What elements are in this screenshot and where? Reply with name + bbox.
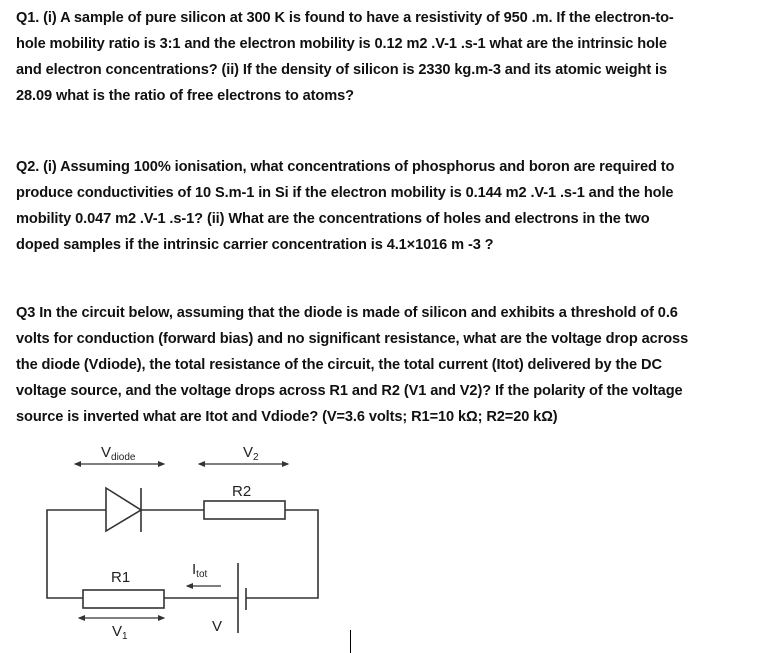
q3-line: source is inverted what are Itot and Vdiode? (V=3.6 volts; R1=10 kΩ; R2=20 kΩ) <box>16 409 558 425</box>
q1-line: and electron concentrations? (ii) If the density of silicon is 2330 kg.m-3 and its atomic weight is <box>16 62 668 78</box>
r2-label: R2 <box>232 483 252 500</box>
q3-line: the diode (Vdiode), the total resistance of the circuit, the total current (Itot) delivered by the DC <box>16 357 662 373</box>
question-3 <box>16 300 688 430</box>
circuit-diagram <box>0 430 400 653</box>
q2-line: produce conductivities of 10 S.m-1 in Si if the electron mobility is 0.144 m2 .V-1 .s-1 and the hole <box>16 185 674 201</box>
v1-label: $V_1$ <box>112 623 128 642</box>
battery-symbol <box>238 563 246 633</box>
q3-line: voltage source, and the voltage drops across R1 and R2 (V1 and V2)? If the polarity of the voltage <box>16 383 683 399</box>
text-cursor <box>350 630 351 653</box>
q3-line: volts for conduction (forward bias) and no significant resistance, what are the voltage drop across <box>16 331 689 347</box>
vdiode-label: $V_{diode}$ <box>101 444 136 463</box>
question-2 <box>16 154 674 258</box>
q2-line: mobility 0.047 m2 .V-1 .s-1? (ii) What are the concentrations of holes and electrons in the two <box>16 211 650 227</box>
wire <box>47 510 318 598</box>
v-label: V <box>212 618 223 635</box>
q1-line: Q1. (i) A sample of pure silicon at 300 K is found to have a resistivity of 950 .m. If the electron-to- <box>16 10 674 26</box>
q2-line: doped samples if the intrinsic carrier concentration is 4.1×1016 m -3 ? <box>16 237 494 253</box>
diode-symbol <box>106 488 141 532</box>
q2-line: Q2. (i) Assuming 100% ionisation, what concentrations of phosphorus and boron are required to <box>16 159 675 175</box>
v2-label: $V_2$ <box>243 444 259 463</box>
resistor-r1 <box>83 590 164 608</box>
question-1 <box>16 5 674 109</box>
q1-line: 28.09 what is the ratio of free electrons to atoms? <box>16 88 354 104</box>
resistor-r2 <box>204 501 285 519</box>
q3-line: Q3 In the circuit below, assuming that the diode is made of silicon and exhibits a threshold of 0.6 <box>16 305 678 321</box>
q1-line: hole mobility ratio is 3:1 and the electron mobility is 0.12 m2 .V-1 .s-1 what are the intrinsic hole <box>16 36 667 52</box>
r1-label: R1 <box>111 569 131 586</box>
itot-label: $I_{tot}$ <box>192 561 208 580</box>
